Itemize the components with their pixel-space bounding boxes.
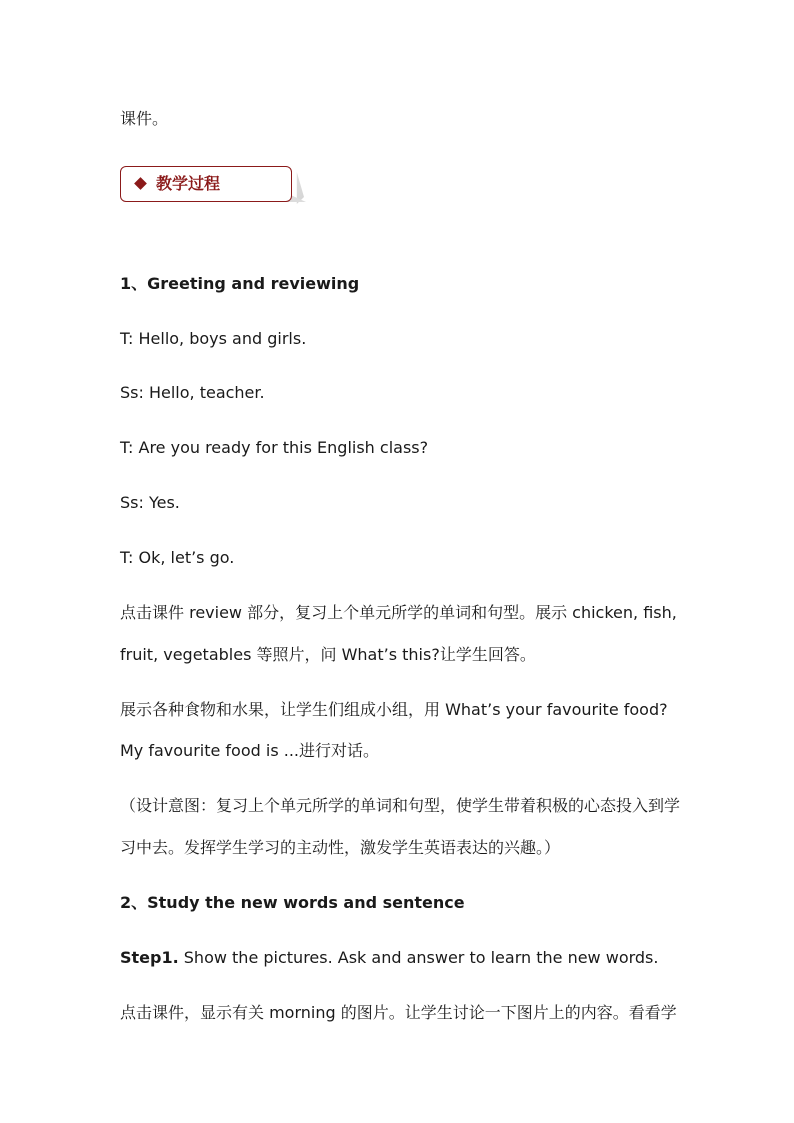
paragraph-line: fruit, vegetables 等照片，问 What’s this?让学生回答。: [120, 645, 536, 664]
step1-line: [120, 948, 658, 968]
paragraph-line: 点击课件 review 部分，复习上个单元所学的单词和句型。展示 chicken, fish,: [120, 603, 677, 622]
dialogue-line: T: Are you ready for this English class?: [120, 438, 429, 457]
dialogue-line: Ss: Hello, teacher.: [120, 383, 265, 402]
dialogue-line: T: Hello, boys and girls.: [120, 329, 307, 348]
section2-title: 2、Study the new words and sentence: [120, 893, 465, 912]
design-note-line: （设计意图：复习上个单元所学的单词和句型，使学生带着积极的心态投入到学: [120, 796, 681, 815]
dialogue-line: T: Ok, let’s go.: [120, 548, 235, 567]
paragraph-line: My favourite food is ...进行对话。: [120, 741, 380, 760]
section1-title: 1、Greeting and reviewing: [120, 274, 360, 293]
step1-text: Show the pictures. Ask and answer to learn the new words.: [178, 948, 659, 967]
paragraph-line: 点击课件，显示有关 morning 的图片。让学生讨论一下图片上的内容。看看学: [120, 1003, 677, 1022]
paragraph-line: 展示各种食物和水果，让学生们组成小组，用 What’s your favourite food?: [120, 700, 668, 719]
section-heading: 教学过程: [156, 174, 221, 193]
dialogue-line: Ss: Yes.: [120, 493, 180, 512]
top-line: 课件。: [120, 109, 169, 128]
design-note-line: 习中去。发挥学生学习的主动性，激发学生英语表达的兴趣。）: [120, 838, 561, 857]
step1-label: Step1.: [120, 948, 179, 967]
